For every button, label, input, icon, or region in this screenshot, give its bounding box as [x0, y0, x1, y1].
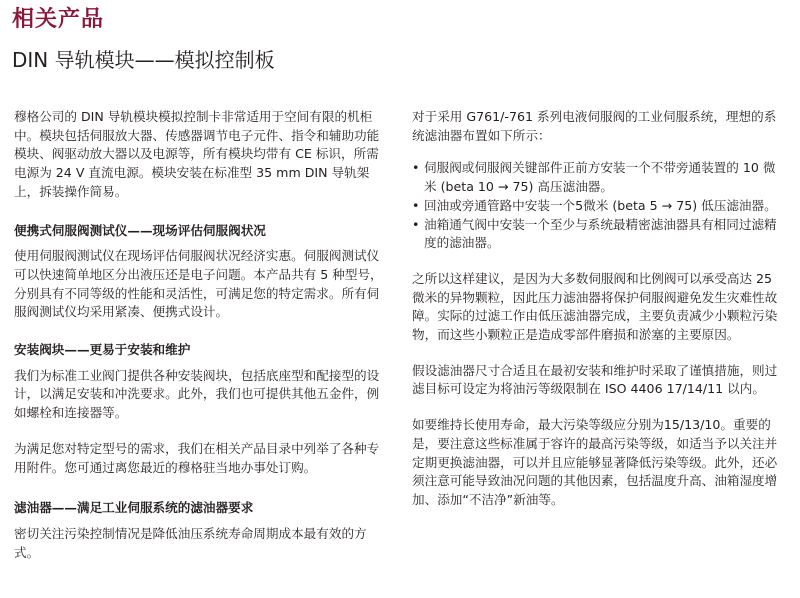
servo-tester-heading: 便携式伺服阀测试仪——现场评估伺服阀状况: [14, 222, 266, 238]
section-header: 相关产品: [12, 7, 105, 32]
bullet-icon: •: [412, 197, 420, 213]
recommendation-paragraph: 之所以这样建议，是因为大多数伺服阀和比例阀可以承受高达 25 微米的异物颗粒，因此压力滤油器将保护伺服阀避免发生灾难性故障。实际的过滤工作由低压滤油器完成，主要负责减少小颗粒污染物，而这些小颗粒正是造成零部件磨损和淤塞的主要原因。: [412, 270, 778, 343]
list-item: • 回油或旁通管路中安装一个5微米 (beta 5 → 75) 低压滤油器。: [412, 197, 786, 216]
filter-bullet-list: [412, 159, 786, 253]
servo-tester-paragraph: 使用伺服阀测试仪在现场评估伺服阀状况经济实惠。伺服阀测试仪可以快速简单地区分出液压还是电子问题。本产品共有 5 种型号，分别具有不同等级的性能和灵活性，可满足您的特定需求。所有伺服阀测试仪均采用紧凑、便携式设计。: [14, 248, 383, 320]
mounting-block-heading: 安装阀块——更易于安装和维护: [14, 342, 191, 358]
intro-paragraph: 穆格公司的 DIN 导轨模块模拟控制卡非常适用于空间有限的机柜中。模块包括伺服放大器、传感器调节电子元件、指令和辅助功能模块、阀驱动放大器以及电源等，所有模块均带有 CE 标识，所需电源为 24 V 直流电源。模块安装在标准型 35 mm DIN 导轨架上，拆装操作简易。: [14, 109, 380, 199]
left-column: [14, 108, 388, 562]
list-item: • 油箱通气阀中安装一个至少与系统最精密滤油器具有相同过滤精度的滤油器。: [412, 216, 777, 251]
cleanliness-paragraph: 假设滤油器尺寸合适且在最初安装和维护时采取了谨慎措施，则过滤目标可设定为将油污等级限制在 ISO 4406 17/14/11 以内。: [412, 362, 778, 397]
accessories-paragraph: 为满足您对特定型号的需求，我们在相关产品目录中列举了各种专用附件。您可通过离您最近的穆格驻当地办事处订购。: [14, 440, 380, 475]
right-column: [412, 108, 786, 510]
bullet-icon: •: [412, 216, 420, 232]
mounting-block-paragraph: 我们为标准工业阀门提供各种安装阀块，包括底座型和配接型的设计，以满足安装和冲洗要求。此外，我们也可提供其他五金件，例如螺栓和连接器等。: [14, 367, 380, 421]
filter-heading: 滤油器——满足工业伺服系统的滤油器要求: [14, 500, 254, 516]
bullet-icon: •: [412, 160, 420, 176]
filter-paragraph: 密切关注污染控制情况是降低油压系统寿命周期成本最有效的方式。: [14, 525, 367, 560]
service-life-paragraph: 如要维持长使用寿命，最大污染等级应分别为15/13/10。重要的是，要注意这些标准属于容许的最高污染等级，如适当予以关注并定期更换滤油器，可以并且应能够显著降低污染等级。此外，还必须注意可能导致油况问题的其他因素，包括温度升高、油箱湿度增加、添加“不洁净”新油等。: [412, 417, 778, 507]
list-item: • 伺服阀或伺服阀关键部件正前方安装一个不带旁通装置的 10 微米 (beta 10 → 75) 高压滤油器。: [412, 160, 776, 195]
page-title: DIN 导轨模块——模拟控制板: [12, 48, 275, 72]
filter-layout-intro: 对于采用 G761/-761 系列电液伺服阀的工业伺服系统，理想的系统滤油器布置如下所示：: [412, 109, 777, 143]
